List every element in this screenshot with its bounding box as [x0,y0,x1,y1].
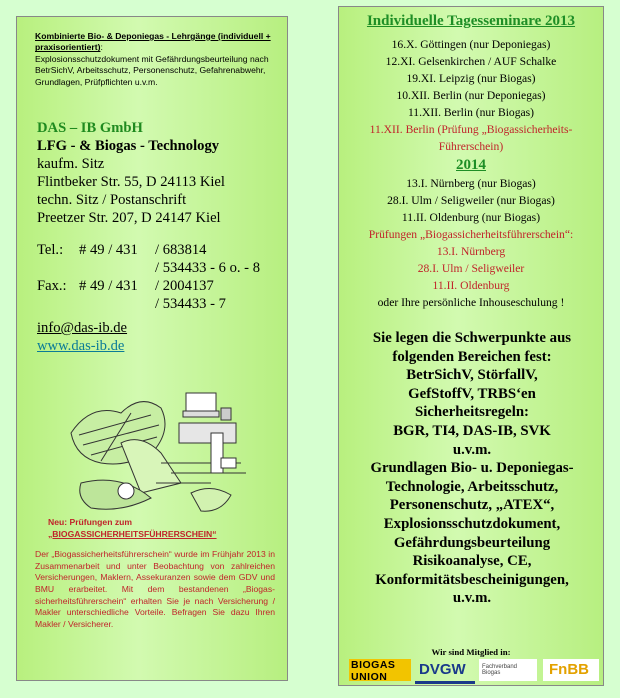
focus-line: Technologie, Arbeitsschutz, [385,478,559,495]
membership-label: Wir sind Mitglied in: [431,647,511,657]
company-tagline: LFG - & Biogas - Technology [37,138,220,154]
focus-areas [341,329,603,608]
biogas-union-logo-text: BIOGAS UNION [351,659,396,683]
seminar-date: 11.XII. Berlin (Prüfung „Biogassicherheits- [369,123,573,136]
website-link[interactable]: www.das-ib.de [37,338,125,354]
focus-line: Sie legen die Schwerpunkte aus [372,330,572,346]
tel-number-2: / 534433 - 6 o. - 8 [155,260,260,276]
seminar-date: 12.XI. Gelsenkirchen / AUF Schalke [385,55,557,68]
fnbb-logo [543,659,599,681]
tel-number-1: / 683814 [155,242,207,258]
company-block [37,119,287,355]
focus-line: Gefährdungsbeurteilung [393,534,551,551]
seminars-2013 [339,36,603,155]
seminar-date: 19.XI. Leipzig (nur Biogas) [406,72,536,85]
tel-row-2 [37,259,287,277]
dvgw-logo [415,659,475,684]
fax-prefix: # 49 / 431 [79,278,138,294]
seminar-date: oder Ihre persönliche Inhouseschulung ! [377,296,565,309]
seminar-date: 16.X. Göttingen (nur Deponiegas) [391,38,551,51]
intro-title-suffix: : [100,42,103,53]
focus-line: Risikoanalyse, CE, [412,553,532,570]
focus-line: Sicherheitsregeln: [415,404,529,421]
focus-line: u.v.m. [452,441,492,458]
seminar-date: Prüfungen „Biogassicherheitsführerschein“: [368,228,574,241]
biogas-plant-illustration [61,373,261,518]
seminar-date: 11.II. Oldenburg (nur Biogas) [401,211,541,224]
email-link[interactable]: info@das-ib.de [37,320,128,336]
focus-line: Konformitätsbescheinigungen, [375,571,569,588]
fax-row-2 [37,295,287,313]
focus-line: BetrSichV, StörfallV, [406,367,538,384]
right-panel [338,6,604,686]
seminar-date: 10.XII. Berlin (nur Deponiegas) [396,89,546,102]
intro-title: Kombinierte Bio- & Deponiegas - Lehrgänge (individuell + praxisorientiert) [35,31,271,53]
focus-line: Explosionsschutzdokument, [383,515,561,532]
tel-label: Tel.: [37,242,64,258]
seminar-list [339,36,603,311]
focus-line: Grundlagen Bio- u. Deponiegas- [370,460,574,477]
news-title-line-1: Neu: Prüfungen zum [48,517,133,527]
seminar-date: 28.I. Ulm / Seligweiler [417,262,525,275]
address-label-2: techn. Sitz / Postanschrift [37,192,187,208]
address-2: Preetzer Str. 207, D 24147 Kiel [37,210,221,226]
seminar-date: 13.I. Nürnberg [436,245,506,258]
year-2014-heading: 2014 [456,157,486,173]
dvgw-logo-text: DVGW [419,661,466,678]
intro-text: Explosionsschutzdokument mit Gefährdungsbeurteilung nach BetrSichV, Arbeitsschutz, Personenschutz, Gefahrenabwehr, Grundlagen, Prüfpflichten u.v.m. [35,53,269,87]
seminar-date: 13.I. Nürnberg (nur Biogas) [406,177,536,190]
seminars-2014 [339,175,603,311]
address-1: Flintbeker Str. 55, D 24113 Kiel [37,174,225,190]
fax-row [37,277,287,295]
fax-number-1: / 2004137 [155,278,214,294]
focus-line: u.v.m. [452,590,492,607]
fachverband-biogas-logo [479,659,537,681]
address-label-1: kaufm. Sitz [37,156,105,172]
news-title-line-2: „BIOGASSICHERHEITSFÜHRERSCHEIN“ [48,528,217,539]
fax-number-2: / 534433 - 7 [155,296,226,312]
left-panel [16,16,288,681]
seminar-date: 11.XII. Berlin (nur Biogas) [407,106,535,119]
focus-line: BGR, TI4, DAS-IB, SVK [393,422,551,439]
focus-line: GefStoffV, TRBS‘en [408,385,536,402]
seminar-heading: Individuelle Tagesseminare 2013 [366,13,576,29]
company-name: DAS – IB GmbH [37,120,143,136]
news-body: Der „Biogassicherheitsführerschein“ wurde im Frühjahr 2013 in Zusammenarbeit und unter Beobachtung von zahlreichen Versicherungen, Maklern, Assekuranzen sowie dem GDV und BMU erarbeitet. Mit dem bestandenen „Biogas-sicherheitsführerschein“ erhalten Sie je nach Versicherung / Makler unterschiedliche Vorteile. Befragen Sie dazu Ihren Makler / Versicherer. [35,549,275,629]
seminar-date: 11.II. Oldenburg [432,279,510,292]
seminar-date: Führerschein) [438,140,504,153]
tel-prefix: # 49 / 431 [79,242,138,258]
fnbb-logo-text: FnBB [549,661,589,678]
focus-line: Personenschutz, „ATEX“, [389,497,555,514]
focus-line: folgenden Bereichen fest: [392,348,552,365]
biogas-union-logo [349,659,411,681]
fachverband-biogas-logo-text: Fachverband Biogas [482,664,518,676]
tel-row [37,241,287,259]
seminar-date: 28.I. Ulm / Seligweiler (nur Biogas) [387,194,555,207]
membership-logos [349,659,601,683]
news-section [35,517,275,630]
fax-label: Fax.: [37,278,67,294]
course-intro [35,31,280,88]
